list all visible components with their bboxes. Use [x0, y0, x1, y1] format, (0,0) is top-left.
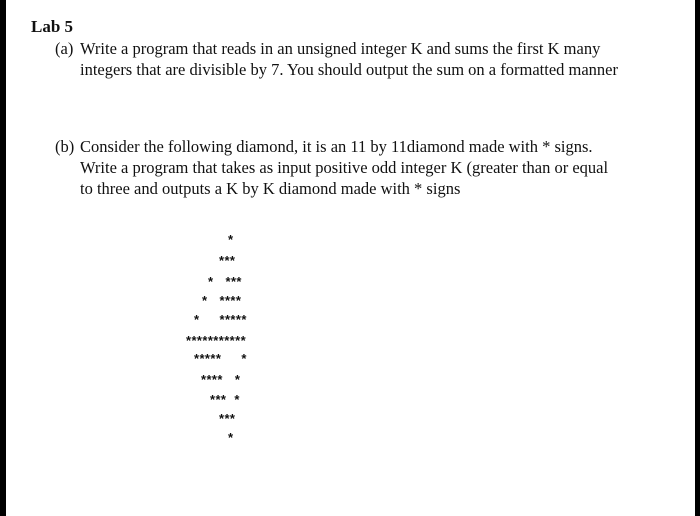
diamond-row-11: * — [228, 430, 234, 445]
diamond-row-10: *** — [219, 411, 236, 426]
diamond-row-2: *** — [219, 253, 236, 268]
part-b-line-2: Write a program that takes as input positive odd integer K (greater than or equal — [80, 158, 609, 177]
diamond-row-8: **** * — [201, 372, 241, 387]
part-a-label: (a) — [55, 39, 74, 58]
diamond-row-6: *********** — [186, 333, 247, 348]
diamond-row-3: * *** — [208, 274, 242, 289]
diamond-row-5: * ***** — [194, 312, 247, 327]
part-b-line-1: Consider the following diamond, it is an 11 by 11diamond made with * signs. — [80, 137, 593, 156]
diamond-row-1: * — [228, 232, 234, 247]
diamond-row-9: *** * — [210, 392, 240, 407]
lab-title: Lab 5 — [31, 17, 74, 36]
part-b-label: (b) — [55, 137, 75, 156]
part-a-line-2: integers that are divisible by 7. You should output the sum on a formatted manner — [80, 60, 618, 79]
part-a-line-1: Write a program that reads in an unsigned integer K and sums the first K many — [80, 39, 601, 58]
diamond-row-4: * **** — [202, 293, 242, 308]
part-b-line-3: to three and outputs a K by K diamond made with * signs — [80, 179, 461, 198]
diamond-row-7: ***** * — [194, 351, 247, 366]
